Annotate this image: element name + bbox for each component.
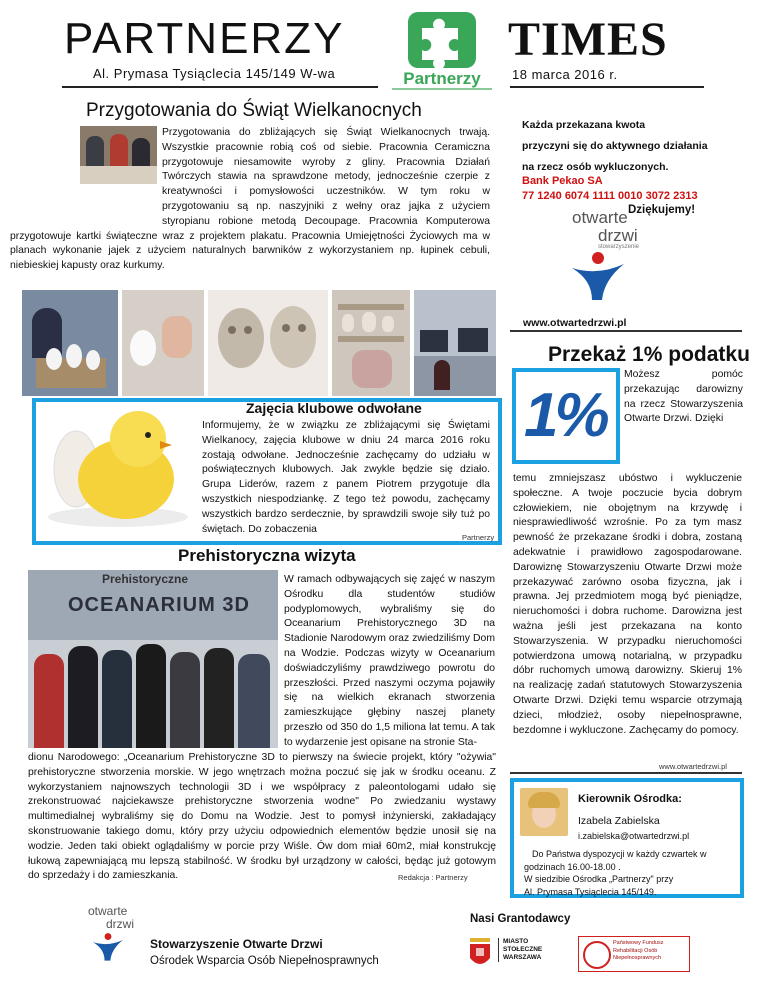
clubs-body: Informujemy, że w związku ze zbliżającymi się Świętami Wielkanocy, zajęcia klubowe w dniu 24 marca 2016 roku zostają odwołane. Jednocześnie zachęcamy do udziału w poświątecznych klubowych. Jak zwykle będzie się działo. Grupa Liderów, razem z panem Piotrem przygotuje dla wszystkich niespodziankę. Z tego też powodu, zachęcamy wszystkich bardzo serdecznie, by sprawdzili swoje siły tuż po świętach. Do zobaczenia	[202, 420, 490, 535]
logo-top-word: otwarte	[572, 208, 628, 227]
footer-grants-title: Nasi Grantodawcy	[470, 913, 571, 925]
masthead-rule-right	[510, 86, 704, 88]
bank-name: Bank Pekao SA	[522, 175, 603, 187]
tax-title: Przekaż 1% podatku	[548, 343, 750, 366]
masthead-address: Al. Prymasa Tysiąclecia 145/149 W-wa	[93, 66, 336, 81]
tax-badge-box	[512, 368, 620, 464]
manager-email[interactable]: i.zabielska@otwartedrzwi.pl	[578, 831, 690, 841]
manager-hours-line1: Do Państwa dyspozycji w każdy czwartek w	[532, 849, 707, 859]
clubs-chick-photo	[38, 393, 198, 533]
pfron-icon	[583, 941, 611, 969]
clubs-title: Zajęcia klubowe odwołane	[246, 400, 422, 416]
partnerzy-logo	[378, 10, 506, 92]
pfron-label: Państwowy Fundusz Rehabilitacji Osób Niepełnosprawnych	[613, 940, 664, 961]
footer-logo-bottom: drzwi	[106, 917, 135, 931]
easter-photo-shelves	[332, 290, 410, 396]
prehistoric-body-full: dionu Narodowego: „Oceanarium Prehistoryczne 3D to pierwszy na świecie projekt, który "ożywia" prehistoryczne stworzenia morskie. W jego wnętrzach można poczuć się jak w środku oceanu. Z wykorzystaniem najnowszych technologii 3D i we współpracy z paleontologami udało się zrekonstruować najciekawsze prehistoryczne stworzenia wodne" Po zwiedzaniu wystawy multimedialnej wybraliśmy się do Domu na Wodzie. Jest to pomysł inżynierski, zakładający skonstruowanie takiego domu, który przy użyciu odpowiednich elementów będzie unosił się na wodzie. Jeden taki obiekt oglądaliśmy w porcie przy Wiśle. Ów dom miał 60m2, miał konstrukcję łukową zapewniającą mu lepszą stabilność. W środku był urządzony w całości, będąc już gotowym do sprzedaży i do zamieszkania.	[28, 752, 496, 882]
donation-text	[522, 115, 708, 178]
footer-org: Stowarzyszenie Otwarte Drzwi	[150, 937, 323, 951]
prehistoric-photo	[28, 570, 278, 748]
easter-body: Przygotowania do zbliżających się Świąt Wielkanocnych trwają. Wszystkie pracownie robią coś od siebie. Pracownia Ceramiczna przygotowuje niesamowite wyroby z gliny. Pracownia Działań Twórczych stawia na sprawdzone metody, jednocześnie czerpie z kreatywności i pomysłowości uczestników. W tym roku w przygotowaniu są np. naszyjniki z wełny oraz jajka z użyciem styropianu robione metodą Decoupage. Pracownia Komputerowa przygotowuje kartki świąteczne wraz z projektem plakatu. Pracownia Umiejętności Życiowych ma w planach wykonanie jajek z użyciem naturalnych barwników z wykorzystaniem np. łupinek cebuli, niebieskiej kapusty oraz kurkumy.	[10, 127, 490, 272]
photo-sign-top: Prehistoryczne	[102, 572, 189, 586]
donation-url[interactable]: www.otwartedrzwi.pl	[523, 317, 627, 329]
masthead-rule-left	[62, 86, 378, 88]
masthead-title-right: TIMES	[508, 13, 668, 66]
easter-photo-eggs	[22, 290, 118, 396]
tax-body-side: Możesz pomóc przekazując darowizny na rzecz Stowarzyszenia Otwarte Drzwi. Dzięki	[624, 369, 743, 425]
tax-rule	[510, 772, 742, 774]
photo-sign: OCEANARIUM 3D	[68, 594, 250, 616]
easter-photo-ceramics	[208, 290, 328, 396]
prehistoric-title: Prehistoryczna wizyta	[178, 546, 356, 565]
footer-center: Ośrodek Wsparcia Osób Niepełnosprawnych	[150, 955, 379, 967]
footer-logo	[88, 904, 148, 964]
warsaw-crest-icon	[468, 936, 492, 970]
otwarte-drzwi-logo	[568, 204, 668, 308]
grantor-pfron	[578, 936, 690, 972]
footer-figure-icon	[88, 932, 128, 964]
masthead-date: 18 marca 2016 r.	[512, 67, 618, 82]
donation-rule	[510, 330, 742, 332]
grantor-warsaw: MIASTO STOŁECZNE WARSZAWA	[498, 938, 555, 962]
manager-hours-line2: godzinach 16.00-18.00 .	[524, 861, 621, 872]
tax-body: temu zmniejszasz ubóstwo i wykluczenie społeczne. A twoje poczucie bycia dobrym człowiekiem, nie obojętnym na krzywdę i niesprawiedliwość wzrośnie. Po za tym masz pewność że przekazane środki i dobra, zostaną adekwatnie i prawidłowo zagospodarowane. Darowiznę Stowarzyszeniu Otwarte Drzwi może przekazywać zarówno osoba fizyczna, jak i prawna. Jej przedmiotem mogą być pieniądze, nieruchomości i dobra ruchome. Darowizna jest ważna jeśli jest przekazana na konto Stowarzyszenia. W przypadku nieruchomości potwierdzona umową notarialną, w przypadku dóbr ruchomych umową darowizny. Skieruj 1% na realizację zadań statutowych Stowarzyszenia Otwarte Drzwi. Dzięki temu wsparcie otrzymają dzieci, młodzież, osoby niepełnosprawne, bezdomne i wykluczone. Zachęcamy do pomocy.	[513, 473, 742, 736]
manager-photo	[520, 788, 568, 836]
donation-line1: Każda przekazana kwota	[522, 119, 646, 131]
manager-place-line2: Al. Prymasa Tysiąclecia 145/149.	[524, 886, 657, 897]
clubs-signature: Partnerzy	[462, 533, 495, 542]
logo-word: Partnerzy	[403, 69, 481, 88]
manager-hours	[524, 848, 707, 898]
percent-badge: 1%	[524, 381, 606, 450]
easter-title: Przygotowania do Świąt Wielkanocnych	[86, 100, 422, 121]
donation-thanks: Dziękujemy!	[628, 204, 696, 216]
easter-photo-hands	[122, 290, 204, 396]
bank-account: 77 1240 6074 1111 0010 3072 2313	[522, 190, 698, 202]
figure-icon	[568, 250, 628, 306]
logo-bottom-word: drzwi	[598, 226, 638, 245]
manager-name: Izabela Zabielska	[578, 815, 660, 827]
tax-url[interactable]: www.otwartedrzwi.pl	[659, 762, 727, 771]
donation-line2: przyczyni się do aktywnego działania	[522, 140, 708, 152]
prehistoric-body-right: W ramach odbywających się zajęć w naszym Ośrodku dla studentów studiów podyplomowych, wybraliśmy się do Oceanarium Prehistorycznego 3D na Stadionie Narodowym oraz zwiedziliśmy Dom na Wodzie. Podczas wizyty w Oceanarium doświadczyliśmy prawdziwego powrotu do przeszłości. Przed naszymi oczyma pojawiły się na wielkich ekranach stworzenia zamieszkujące głębiny naszej planety przeszło od 350 do 1,5 miliona lat temu. A tak to wydarzenie jest opisane na stronie Sta-	[284, 574, 495, 748]
manager-place-line1: W siedzibie Ośrodka „Partnerzy" przy	[524, 874, 674, 884]
masthead-title-left: PARTNERZY	[64, 14, 345, 63]
donation-line3: na rzecz osób wykluczonych.	[522, 161, 669, 173]
logo-sub-word: stowarzyszenie	[598, 244, 640, 250]
prehistoric-signature: Redakcja : Partnerzy	[398, 873, 468, 882]
footer-logo-top: otwarte	[88, 904, 128, 918]
easter-photo-computers	[414, 290, 496, 396]
manager-heading: Kierownik Ośrodka:	[578, 793, 682, 805]
